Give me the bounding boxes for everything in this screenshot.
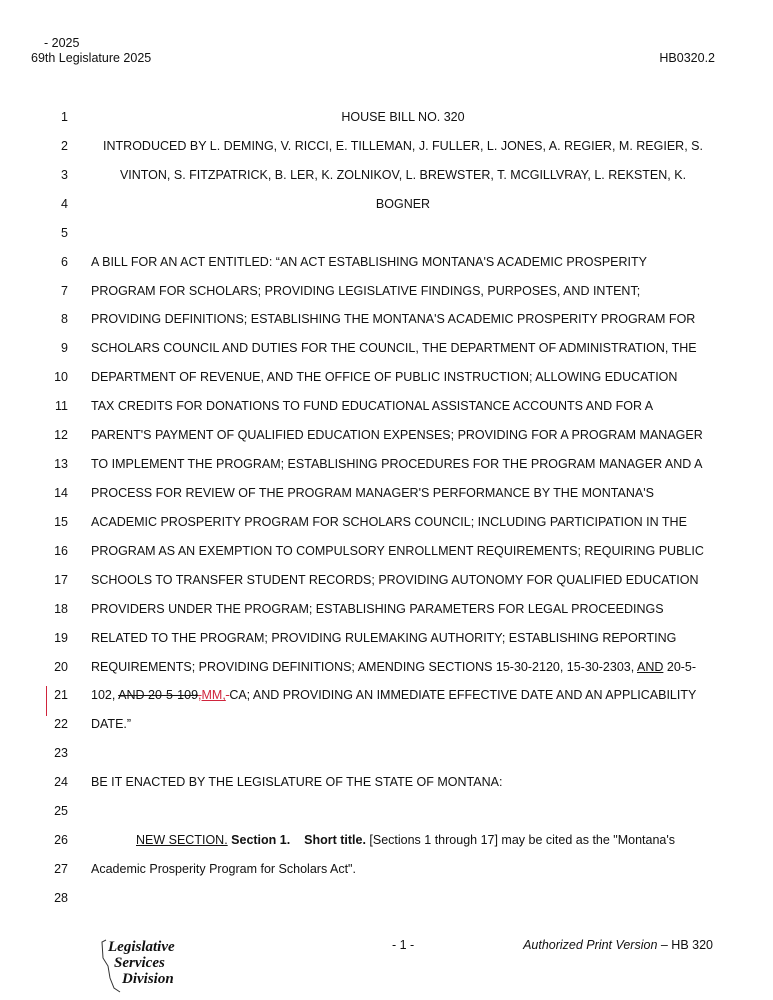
line-number: 21	[54, 688, 68, 703]
text-segment: BOGNER	[375, 196, 431, 211]
line-number: 16	[54, 543, 68, 558]
bill-line	[0, 310, 773, 339]
inserted-text: MM,	[201, 688, 226, 703]
bill-line	[0, 629, 773, 658]
line-text	[91, 455, 715, 473]
bill-line	[0, 802, 773, 831]
bill-line	[0, 426, 773, 455]
line-text	[91, 368, 715, 386]
bill-line	[0, 513, 773, 542]
text-segment: RELATED TO THE PROGRAM; PROVIDING RULEMAKING AUTHORITY; ESTABLISHING REPORTING	[91, 630, 677, 645]
deleted-text: AND 20-5-109	[118, 688, 199, 703]
bill-line	[0, 658, 773, 687]
bill-line	[0, 195, 773, 224]
line-text	[91, 513, 715, 531]
text-segment: Section 1.	[231, 833, 291, 848]
line-number: 7	[61, 283, 68, 298]
line-number: 25	[54, 804, 68, 819]
bill-line	[0, 108, 773, 137]
deleted-text: ,	[198, 688, 202, 703]
bill-line	[0, 889, 773, 918]
bill-line	[0, 166, 773, 195]
text-segment: PROVIDING DEFINITIONS; ESTABLISHING THE MONTANA'S ACADEMIC PROSPERITY PROGRAM FOR	[91, 312, 696, 327]
text-segment: AND	[636, 659, 664, 674]
line-text	[91, 715, 715, 733]
line-text	[91, 600, 715, 618]
text-segment: TO IMPLEMENT THE PROGRAM; ESTABLISHING PROCEDURES FOR THE PROGRAM MANAGER AND A	[91, 457, 703, 472]
line-number: 18	[54, 601, 68, 616]
line-number: 3	[61, 167, 68, 182]
bill-line	[0, 484, 773, 513]
bill-line	[0, 686, 773, 715]
bill-line	[0, 831, 773, 860]
header-legislature: 69th Legislature 2025	[31, 51, 152, 65]
bill-line	[0, 368, 773, 397]
line-number: 5	[61, 225, 68, 240]
text-segment: VINTON, S. FITZPATRICK, B. LER, K. ZOLNIKOV, L. BREWSTER, T. MCGILLVRAY, L. REKSTEN, K.	[119, 167, 687, 182]
line-text	[91, 860, 715, 878]
header-bill-id: HB0320.2	[659, 51, 715, 65]
line-number: 17	[54, 572, 68, 587]
bill-line	[0, 542, 773, 571]
line-text	[91, 166, 715, 184]
text-segment: NEW SECTION.	[136, 833, 228, 848]
text-segment: SCHOOLS TO TRANSFER STUDENT RECORDS; PROVIDING AUTONOMY FOR QUALIFIED EDUCATION	[91, 572, 699, 587]
text-segment: REQUIREMENTS; PROVIDING DEFINITIONS; AMENDING SECTIONS 15-30-2120, 15-30-2303,	[91, 659, 637, 674]
line-text	[91, 310, 715, 328]
line-number: 23	[54, 746, 68, 761]
line-text	[91, 282, 715, 300]
text-segment: 102,	[91, 688, 119, 703]
text-segment: [Sections 1 through 17] may be cited as the "Montana's	[365, 833, 676, 848]
line-number: 24	[54, 775, 68, 790]
bill-line	[0, 397, 773, 426]
text-segment: PROGRAM FOR SCHOLARS; PROVIDING LEGISLATIVE FINDINGS, PURPOSES, AND INTENT;	[91, 283, 641, 298]
line-text	[91, 831, 715, 849]
text-segment: DEPARTMENT OF REVENUE, AND THE OFFICE OF PUBLIC INSTRUCTION; ALLOWING EDUCATION	[91, 370, 678, 385]
page-number: - 1 -	[392, 938, 415, 952]
text-segment: CA; AND PROVIDING AN IMMEDIATE EFFECTIVE DATE AND AN APPLICABILITY	[229, 688, 697, 703]
line-text	[91, 542, 715, 560]
line-number: 14	[54, 485, 68, 500]
line-number: 4	[61, 196, 68, 211]
line-number: 9	[61, 341, 68, 356]
bill-line	[0, 860, 773, 889]
print-version-label: Authorized Print Version	[523, 938, 658, 952]
text-segment	[290, 833, 304, 847]
line-number: 1	[61, 110, 68, 124]
line-number: 26	[54, 833, 68, 848]
line-number: 15	[54, 514, 68, 529]
bill-line	[0, 137, 773, 166]
bill-line	[0, 744, 773, 773]
line-number: 11	[55, 399, 68, 414]
text-segment: PROCESS FOR REVIEW OF THE PROGRAM MANAGER'S PERFORMANCE BY THE MONTANA'S	[91, 485, 654, 500]
text-segment: HOUSE BILL NO. 320	[341, 110, 465, 124]
text-segment: ACADEMIC PROSPERITY PROGRAM FOR SCHOLARS COUNCIL; INCLUDING PARTICIPATION IN THE	[91, 514, 687, 529]
bill-line	[0, 455, 773, 484]
line-number: 19	[54, 630, 68, 645]
print-version-bill: – HB 320	[657, 938, 713, 952]
line-text	[91, 484, 715, 502]
text-segment: DATE.”	[91, 717, 132, 732]
line-text	[91, 137, 715, 155]
text-segment: SCHOLARS COUNCIL AND DUTIES FOR THE COUNCIL, THE DEPARTMENT OF ADMINISTRATION, THE	[91, 341, 697, 356]
print-version	[523, 938, 713, 952]
line-text	[91, 658, 715, 676]
text-segment: 20-5-	[663, 659, 697, 674]
text-segment: PARENT'S PAYMENT OF QUALIFIED EDUCATION EXPENSES; PROVIDING FOR A PROGRAM MANAGER	[91, 428, 703, 443]
bill-line	[0, 715, 773, 744]
line-text	[91, 426, 715, 444]
line-text	[91, 397, 715, 415]
line-number: 13	[54, 457, 68, 472]
text-segment: PROVIDERS UNDER THE PROGRAM; ESTABLISHING PARAMETERS FOR LEGAL PROCEEDINGS	[91, 601, 664, 616]
line-number: 20	[54, 659, 68, 674]
bill-line	[0, 339, 773, 368]
line-text	[91, 339, 715, 357]
line-text	[91, 253, 715, 271]
legislative-services-division-logo: Legislative Services Division	[100, 938, 190, 993]
line-text	[91, 195, 715, 213]
line-number: 12	[54, 428, 68, 443]
line-number: 10	[54, 370, 68, 385]
bill-line	[0, 571, 773, 600]
text-segment: Academic Prosperity Program for Scholars Act".	[91, 861, 356, 876]
line-number: 22	[54, 717, 68, 732]
bill-line	[0, 253, 773, 282]
line-text	[91, 629, 715, 647]
bill-line	[0, 224, 773, 253]
line-number: 2	[61, 138, 68, 153]
text-segment: BE IT ENACTED BY THE LEGISLATURE OF THE STATE OF MONTANA:	[91, 775, 503, 790]
line-text	[91, 108, 715, 126]
line-text	[91, 773, 715, 791]
line-number: 6	[61, 254, 68, 269]
header-session-date: - 2025	[44, 36, 80, 50]
text-segment: Short title.	[304, 833, 366, 848]
line-number: 28	[54, 890, 68, 905]
line-number: 8	[61, 312, 68, 327]
line-number: 27	[54, 861, 68, 876]
bill-line	[0, 773, 773, 802]
change-bar	[46, 686, 47, 716]
text-segment: INTRODUCED BY L. DEMING, V. RICCI, E. TILLEMAN, J. FULLER, L. JONES, A. REGIER, M. REGIER, S.	[103, 138, 703, 153]
bill-text	[0, 108, 773, 918]
bill-line	[0, 282, 773, 311]
text-segment: A BILL FOR AN ACT ENTITLED: “AN ACT ESTABLISHING MONTANA'S ACADEMIC PROSPERITY	[91, 254, 647, 269]
text-segment: PROGRAM AS AN EXEMPTION TO COMPULSORY ENROLLMENT REQUIREMENTS; REQUIRING PUBLIC	[91, 543, 704, 558]
bill-line	[0, 600, 773, 629]
text-segment: TAX CREDITS FOR DONATIONS TO FUND EDUCATIONAL ASSISTANCE ACCOUNTS AND FOR A	[91, 399, 654, 414]
line-text	[91, 571, 715, 589]
line-text	[91, 686, 715, 704]
